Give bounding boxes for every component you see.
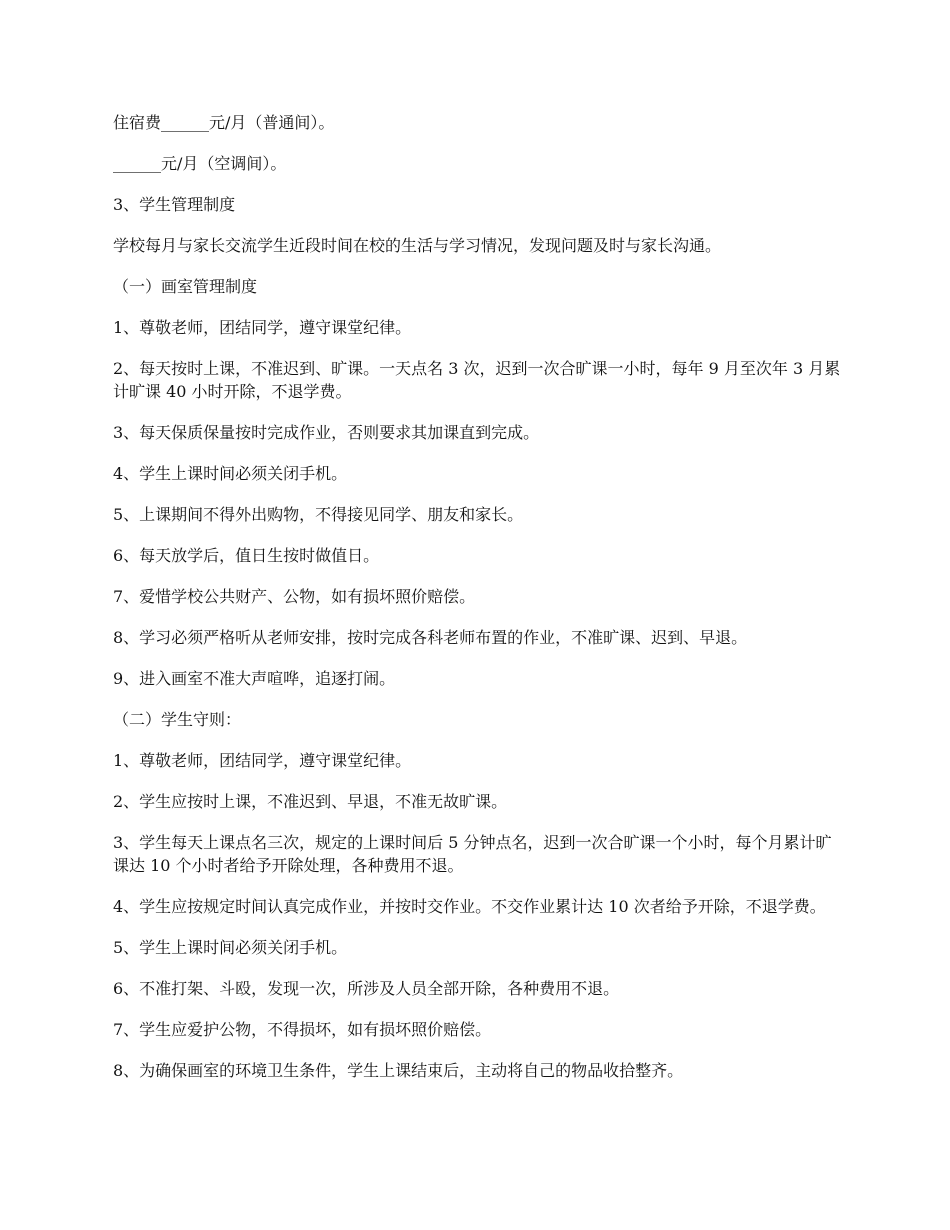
studio-rule-1: 1、尊敬老师，团结同学，遵守课堂纪律。 — [113, 318, 412, 337]
student-rule-1: 1、尊敬老师，团结同学，遵守课堂纪律。 — [113, 751, 412, 770]
studio-rule-8: 8、学习必须严格听从老师安排，按时完成各科老师布置的作业，不准旷课、迟到、早退。 — [113, 628, 748, 647]
studio-rule-3: 3、每天保质保量按时完成作业，否则要求其加课直到完成。 — [113, 423, 540, 442]
subsection-heading-studio-rules: （一）画室管理制度 — [113, 277, 258, 296]
student-rule-5: 5、学生上课时间必须关闭手机。 — [113, 938, 348, 957]
student-rule-3: 3、学生每天上课点名三次，规定的上课时间后 5 分钟点名，迟到一次合旷课一个小时，每个月累计旷课达 10 个小时者给予开除处理，各种费用不退。 — [113, 833, 832, 875]
student-rule-2: 2、学生应按时上课，不准迟到、早退，不准无故旷课。 — [113, 792, 508, 811]
student-rule-4: 4、学生应按规定时间认真完成作业，并按时交作业。不交作业累计达 10 次者给予开除，不退学费。 — [113, 897, 826, 916]
student-rule-6: 6、不准打架、斗殴，发现一次，所涉及人员全部开除，各种费用不退。 — [113, 979, 620, 998]
studio-rule-2: 2、每天按时上课，不准迟到、旷课。一天点名 3 次，迟到一次合旷课一小时，每年 9 月至次年 3 月累计旷课 40 小时开除，不退学费。 — [113, 359, 841, 401]
fee-ac-room: ______元/月（空调间）。 — [113, 154, 287, 173]
student-rule-7: 7、学生应爱护公物，不得损坏，如有损坏照价赔偿。 — [113, 1020, 492, 1039]
studio-rule-6: 6、每天放学后，值日生按时做值日。 — [113, 546, 380, 565]
paragraph-parent-communication: 学校每月与家长交流学生近段时间在校的生活与学习情况，发现问题及时与家长沟通。 — [113, 236, 722, 255]
studio-rule-9: 9、进入画室不准大声喧哗，追逐打闹。 — [113, 669, 396, 688]
section-heading-student-management: 3、学生管理制度 — [113, 195, 236, 214]
studio-rule-7: 7、爱惜学校公共财产、公物，如有损坏照价赔偿。 — [113, 587, 476, 606]
studio-rule-5: 5、上课期间不得外出购物，不得接见同学、朋友和家长。 — [113, 505, 524, 524]
student-rule-8: 8、为确保画室的环境卫生条件，学生上课结束后，主动将自己的物品收拾整齐。 — [113, 1061, 684, 1080]
document-page — [113, 111, 843, 1100]
fee-normal-room: 住宿费______元/月（普通间）。 — [113, 113, 335, 132]
subsection-heading-student-code: （二）学生守则： — [113, 710, 242, 729]
studio-rule-4: 4、学生上课时间必须关闭手机。 — [113, 464, 348, 483]
